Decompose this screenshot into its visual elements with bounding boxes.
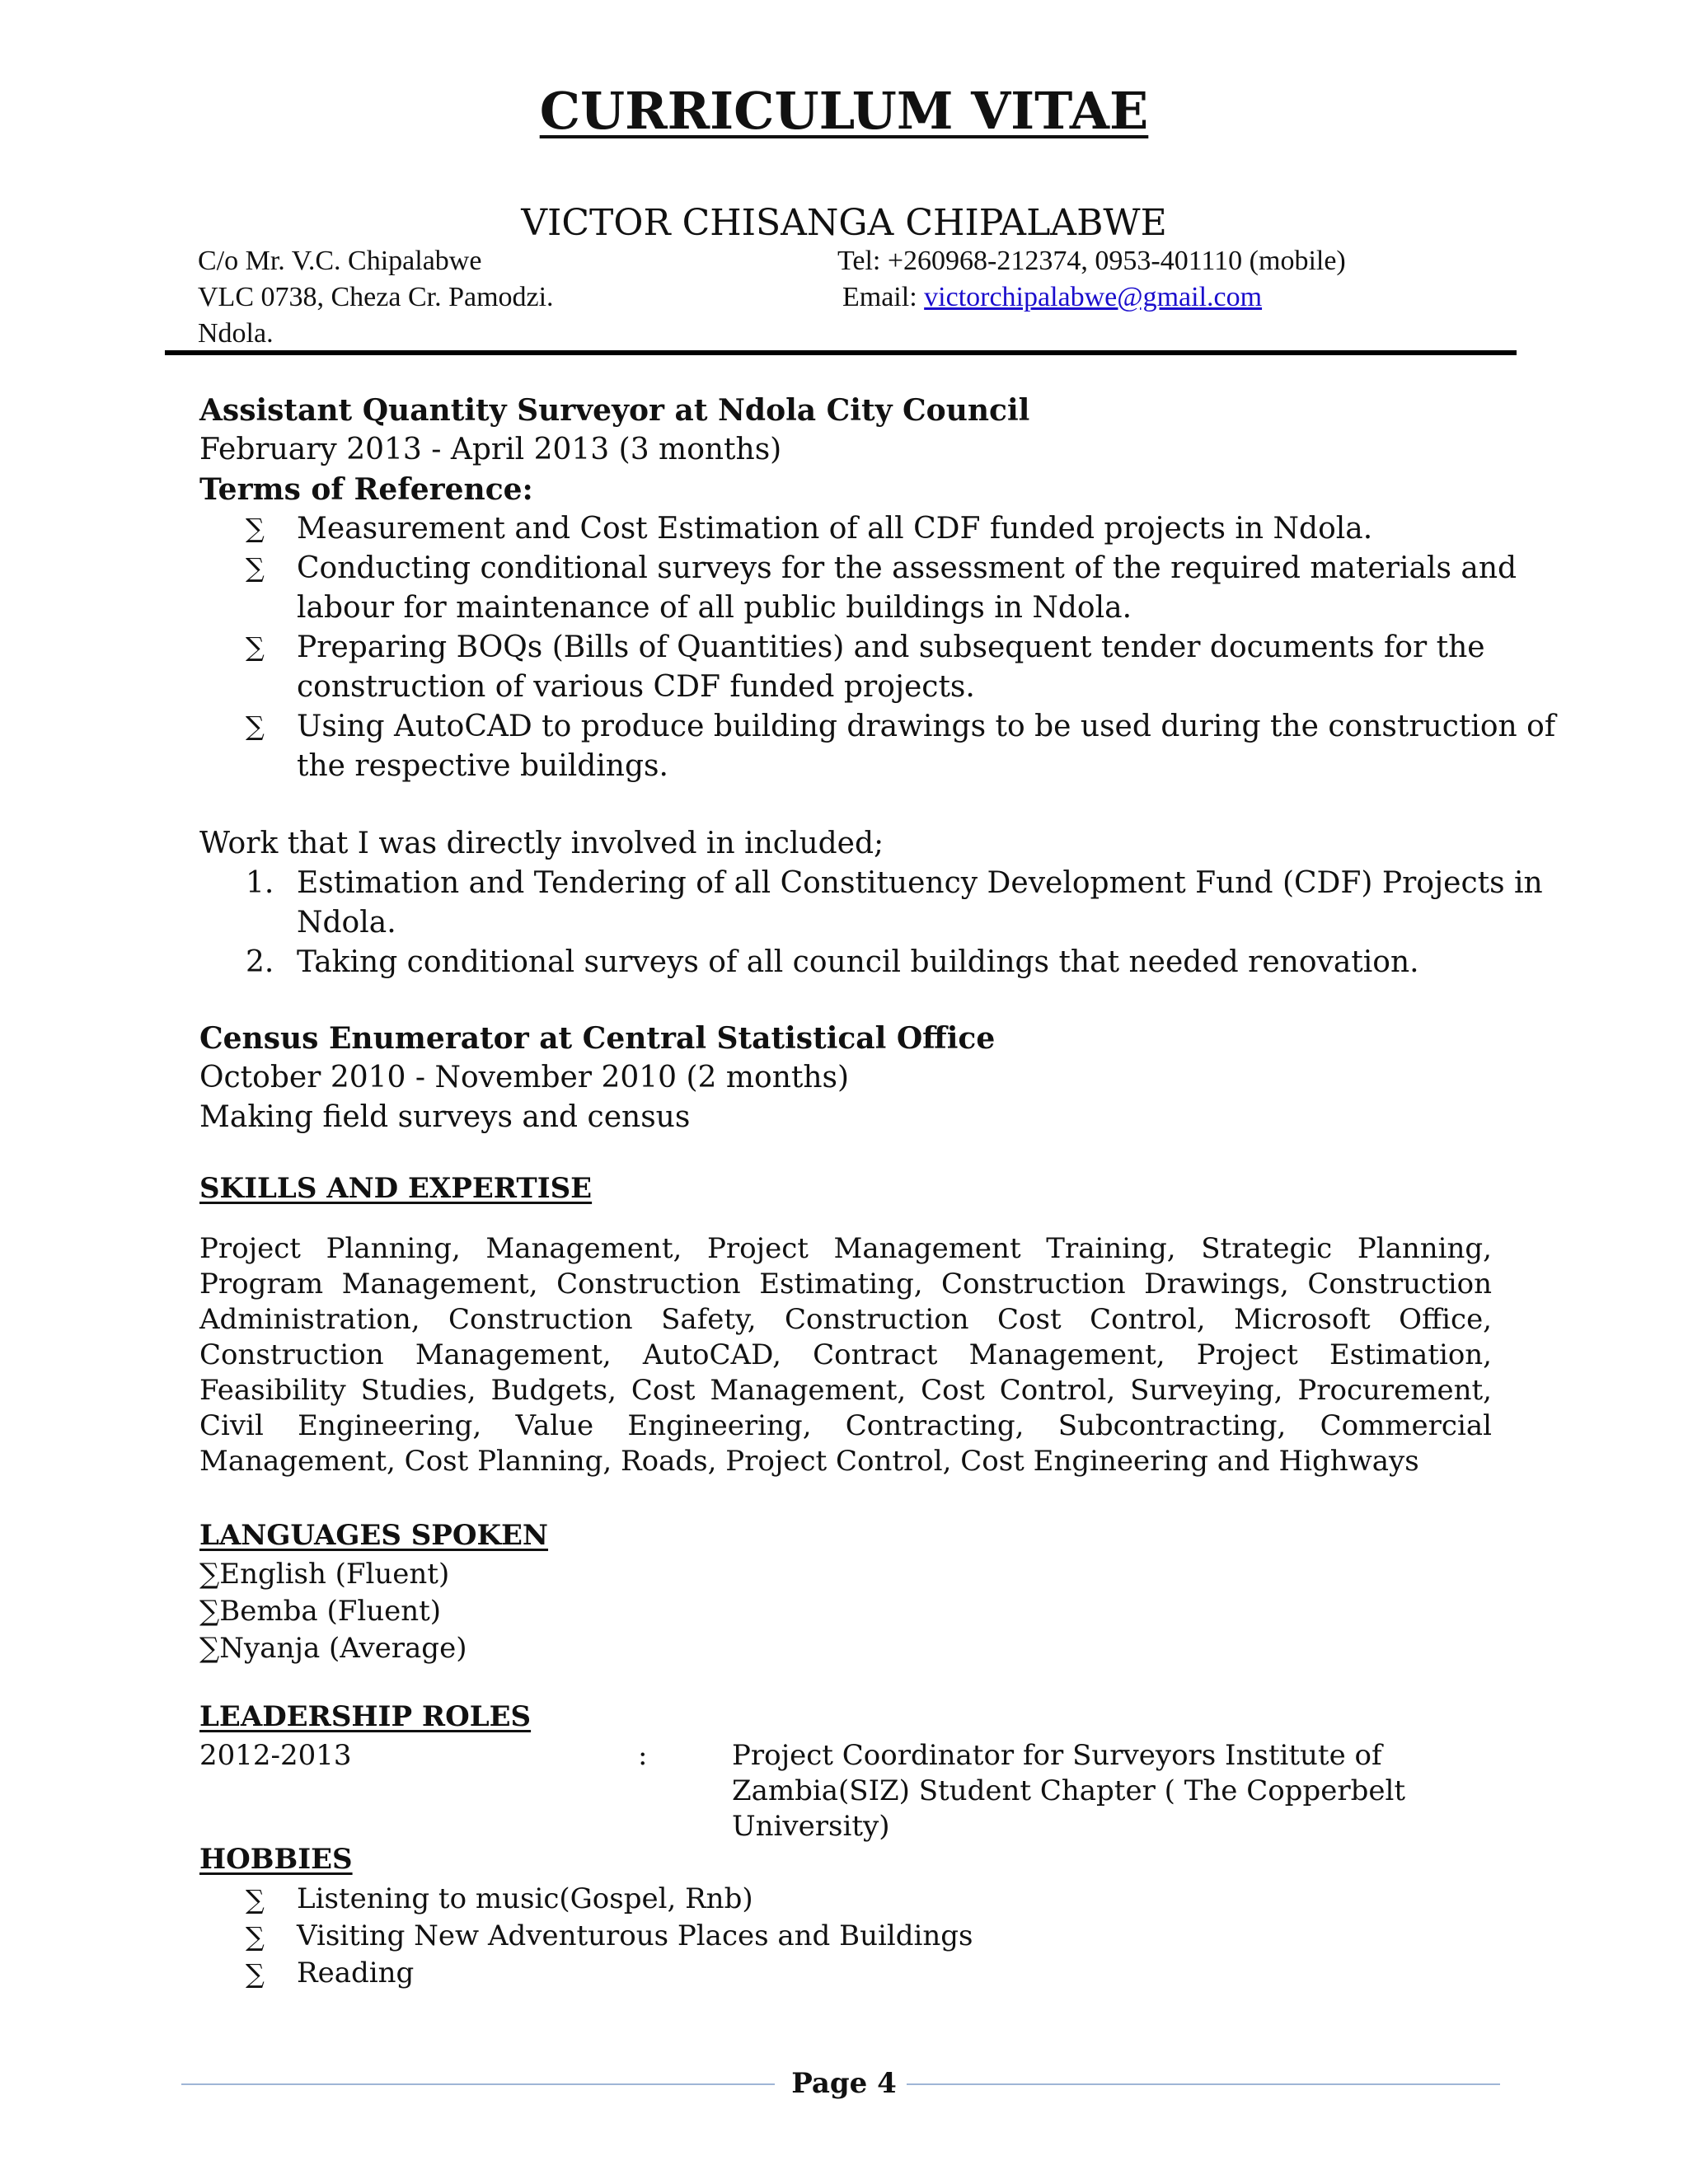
work-item-number: 2. bbox=[246, 945, 274, 979]
leadership-role-cont: University) bbox=[732, 1810, 890, 1843]
leadership-role: Project Coordinator for Surveyors Institute of bbox=[732, 1739, 1382, 1772]
leadership-period: 2012-2013 bbox=[199, 1739, 352, 1772]
hobby-item: Reading bbox=[297, 1957, 415, 1990]
email-label: Email: bbox=[842, 282, 925, 312]
email-row bbox=[842, 282, 1262, 313]
tor-item-1: Measurement and Cost Estimation of all CDF funded projects in Ndola. bbox=[297, 512, 1373, 546]
bullet-icon: ∑ bbox=[246, 513, 265, 544]
tor-item-3: Preparing BOQs (Bills of Quantities) and subsequent tender documents for the bbox=[297, 630, 1485, 664]
job1-title: Assistant Quantity Surveyor at Ndola City Council bbox=[199, 393, 1030, 428]
bullet-icon: ∑ bbox=[246, 710, 265, 742]
tor-item-2-cont: labour for maintenance of all public buildings in Ndola. bbox=[297, 591, 1132, 625]
leadership-separator: : bbox=[638, 1739, 648, 1772]
header-divider bbox=[165, 350, 1517, 355]
bullet-icon: ∑ bbox=[246, 1958, 265, 1990]
bullet-icon: ∑ bbox=[246, 552, 265, 583]
applicant-name: VICTOR CHISANGA CHIPALABWE bbox=[521, 202, 1167, 244]
hobbies-heading: HOBBIES bbox=[199, 1843, 353, 1876]
page-number: Page 4 bbox=[791, 2067, 897, 2100]
tor-item-4-cont: the respective buildings. bbox=[297, 749, 668, 783]
work-item-2: Taking conditional surveys of all council buildings that needed renovation. bbox=[297, 945, 1419, 979]
job2-description: Making field surveys and census bbox=[199, 1100, 691, 1134]
tor-item-2: Conducting conditional surveys for the assessment of the required materials and bbox=[297, 551, 1517, 585]
address-line-2: VLC 0738, Cheza Cr. Pamodzi. bbox=[198, 282, 554, 312]
bullet-icon: ∑ bbox=[246, 1921, 265, 1952]
leadership-role-cont: Zambia(SIZ) Student Chapter ( The Copperbelt bbox=[732, 1774, 1406, 1807]
skills-text: Project Planning, Management, Project Management Training, Strategic Planning, Program Management, Construction Estimating, Construction Drawings, Construction Administration, Construction Safety, Construction Cost Control, Microsoft Office, Construction Management, AutoCAD, Contract Management, Project Estimation, Feasibility Studies, Budgets, Cost Management, Cost Control, Surveying, Procurement, Civil Engineering, Value Engineering, Contracting, Subcontracting, Commercial Management, Cost Planning, Roads, Project Control, Cost Engineering and Highways bbox=[199, 1232, 1492, 1478]
job2-title: Census Enumerator at Central Statistical Office bbox=[199, 1021, 996, 1056]
document-title: CURRICULUM VITAE bbox=[539, 81, 1149, 141]
work-item-number: 1. bbox=[246, 866, 274, 900]
language-item: ∑Nyanja (Average) bbox=[199, 1632, 467, 1665]
bullet-icon: ∑ bbox=[246, 1884, 265, 1915]
tor-item-3-cont: construction of various CDF funded projects. bbox=[297, 670, 975, 704]
tor-item-4: Using AutoCAD to produce building drawings to be used during the construction of bbox=[297, 710, 1556, 743]
job1-dates: February 2013 - April 2013 (3 months) bbox=[199, 433, 782, 466]
work-item-1-cont: Ndola. bbox=[297, 906, 396, 940]
leadership-heading: LEADERSHIP ROLES bbox=[199, 1700, 532, 1733]
hobby-item: Visiting New Adventurous Places and Buildings bbox=[297, 1919, 973, 1952]
language-item: ∑Bemba (Fluent) bbox=[199, 1595, 442, 1628]
email-link[interactable]: victorchipalabwe@gmail.com bbox=[924, 282, 1263, 312]
hobby-item: Listening to music(Gospel, Rnb) bbox=[297, 1882, 753, 1915]
skills-heading: SKILLS AND EXPERTISE bbox=[199, 1172, 593, 1205]
telephone: Tel: +260968-212374, 0953-401110 (mobile) bbox=[837, 246, 1346, 276]
tor-heading: Terms of Reference: bbox=[199, 472, 533, 507]
address-line-3: Ndola. bbox=[198, 318, 274, 349]
bullet-icon: ∑ bbox=[246, 631, 265, 663]
languages-heading: LANGUAGES SPOKEN bbox=[199, 1519, 549, 1552]
language-item: ∑English (Fluent) bbox=[199, 1558, 450, 1591]
job2-dates: October 2010 - November 2010 (2 months) bbox=[199, 1061, 850, 1094]
work-intro: Work that I was directly involved in included; bbox=[199, 827, 884, 860]
address-line-1: C/o Mr. V.C. Chipalabwe bbox=[198, 246, 482, 276]
work-item-1: Estimation and Tendering of all Constituency Development Fund (CDF) Projects in bbox=[297, 866, 1543, 900]
